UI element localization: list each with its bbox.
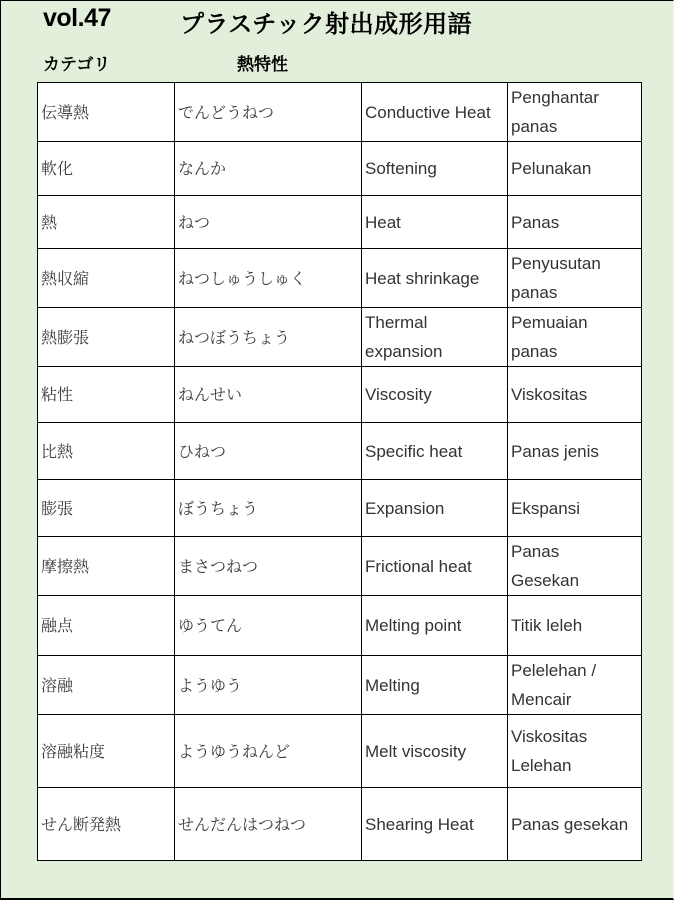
indonesian-text: panas [511, 342, 558, 361]
english-text: Thermal [365, 313, 428, 332]
glossary-table [37, 82, 642, 861]
term-english-cell [362, 83, 508, 142]
english-text: Frictional heat [365, 556, 472, 576]
indonesian-text: Viskositas [511, 385, 588, 404]
term-indonesian-cell [508, 142, 642, 196]
term-reading-cell: せんだんはつねつ [175, 788, 362, 861]
term-reading-cell: ぼうちょう [175, 480, 362, 537]
term-kanji-cell: 膨張 [38, 480, 175, 537]
term-kanji-cell: 熱膨張 [38, 308, 175, 367]
term-kanji-cell: 溶融粘度 [38, 715, 175, 788]
english-text: Melt viscosity [365, 741, 467, 761]
term-reading-cell: ねつぼうちょう [175, 308, 362, 367]
table-row [38, 537, 642, 596]
indonesian-text: Pelunakan [511, 159, 592, 178]
term-indonesian-cell [508, 596, 642, 656]
english-text: Conductive Heat [365, 102, 491, 122]
term-english-cell [362, 423, 508, 480]
term-kanji-cell: 軟化 [38, 142, 175, 196]
term-reading-cell: ねつ [175, 196, 362, 249]
indonesian-text: panas [511, 117, 558, 136]
term-indonesian-cell [508, 249, 642, 308]
term-indonesian-cell [508, 715, 642, 788]
term-indonesian-cell [508, 196, 642, 249]
indonesian-text: panas [511, 283, 558, 302]
table-row [38, 196, 642, 249]
term-english-cell [362, 596, 508, 656]
term-indonesian-cell [508, 367, 642, 423]
term-indonesian-cell [508, 656, 642, 715]
term-english-cell [362, 367, 508, 423]
english-text: expansion [365, 342, 443, 361]
english-text: Specific heat [365, 441, 463, 461]
indonesian-text: Pelelehan / [511, 661, 597, 680]
term-indonesian-cell [508, 537, 642, 596]
english-text: Shearing Heat [365, 814, 474, 834]
term-kanji-cell: 比熱 [38, 423, 175, 480]
english-text: Melting [365, 675, 420, 695]
term-english-cell [362, 788, 508, 861]
term-kanji-cell: 熱収縮 [38, 249, 175, 308]
term-reading-cell: ようゆう [175, 656, 362, 715]
term-reading-cell: なんか [175, 142, 362, 196]
term-reading-cell: ねつしゅうしゅく [175, 249, 362, 308]
term-indonesian-cell [508, 83, 642, 142]
table-row [38, 656, 642, 715]
indonesian-text: Pemuaian [511, 313, 588, 332]
term-reading-cell: ひねつ [175, 423, 362, 480]
indonesian-text: Penghantar [511, 88, 599, 107]
term-reading-cell: ゆうてん [175, 596, 362, 656]
english-text: Heat [365, 212, 401, 232]
term-english-cell [362, 537, 508, 596]
category-label: カテゴリ [43, 55, 111, 75]
category-value: 熱特性 [237, 55, 288, 75]
indonesian-text: Viskositas [511, 727, 588, 746]
indonesian-text: Penyusutan [511, 254, 601, 273]
table-row [38, 715, 642, 788]
table-row [38, 83, 642, 142]
table-row [38, 367, 642, 423]
term-indonesian-cell [508, 423, 642, 480]
term-kanji-cell: せん断発熱 [38, 788, 175, 861]
term-kanji-cell: 溶融 [38, 656, 175, 715]
term-kanji-cell: 融点 [38, 596, 175, 656]
table-row [38, 788, 642, 861]
indonesian-text: Ekspansi [511, 498, 580, 518]
term-kanji-cell: 摩擦熱 [38, 537, 175, 596]
term-reading-cell: でんどうねつ [175, 83, 362, 142]
indonesian-text: Panas [511, 542, 560, 561]
term-kanji-cell: 粘性 [38, 367, 175, 423]
english-text: Expansion [365, 498, 445, 518]
indonesian-text: Panas jenis [511, 441, 599, 461]
term-english-cell [362, 656, 508, 715]
table-row [38, 142, 642, 196]
term-english-cell [362, 308, 508, 367]
table-row [38, 423, 642, 480]
term-english-cell [362, 196, 508, 249]
table-row [38, 249, 642, 308]
table-row [38, 596, 642, 656]
english-text: Melting point [365, 616, 462, 635]
term-indonesian-cell [508, 788, 642, 861]
term-reading-cell: まさつねつ [175, 537, 362, 596]
indonesian-text: Gesekan [511, 571, 580, 590]
term-reading-cell: ねんせい [175, 367, 362, 423]
term-reading-cell: ようゆうねんど [175, 715, 362, 788]
english-text: Softening [365, 159, 437, 178]
term-indonesian-cell [508, 480, 642, 537]
table-row [38, 308, 642, 367]
term-kanji-cell: 熱 [38, 196, 175, 249]
indonesian-text: Panas [511, 212, 560, 232]
term-english-cell [362, 249, 508, 308]
term-english-cell [362, 142, 508, 196]
glossary-table-body [38, 83, 642, 861]
indonesian-text: Titik leleh [511, 616, 583, 635]
english-text: Viscosity [365, 385, 432, 404]
term-kanji-cell: 伝導熱 [38, 83, 175, 142]
term-english-cell [362, 715, 508, 788]
page-title: プラスチック射出成形用語 [180, 10, 473, 38]
indonesian-text: Lelehan [511, 756, 572, 775]
term-indonesian-cell [508, 308, 642, 367]
english-text: Heat shrinkage [365, 268, 480, 288]
term-english-cell [362, 480, 508, 537]
indonesian-text: Mencair [511, 690, 572, 709]
volume-number: vol.47 [43, 4, 111, 32]
table-row [38, 480, 642, 537]
indonesian-text: Panas gesekan [511, 814, 629, 834]
